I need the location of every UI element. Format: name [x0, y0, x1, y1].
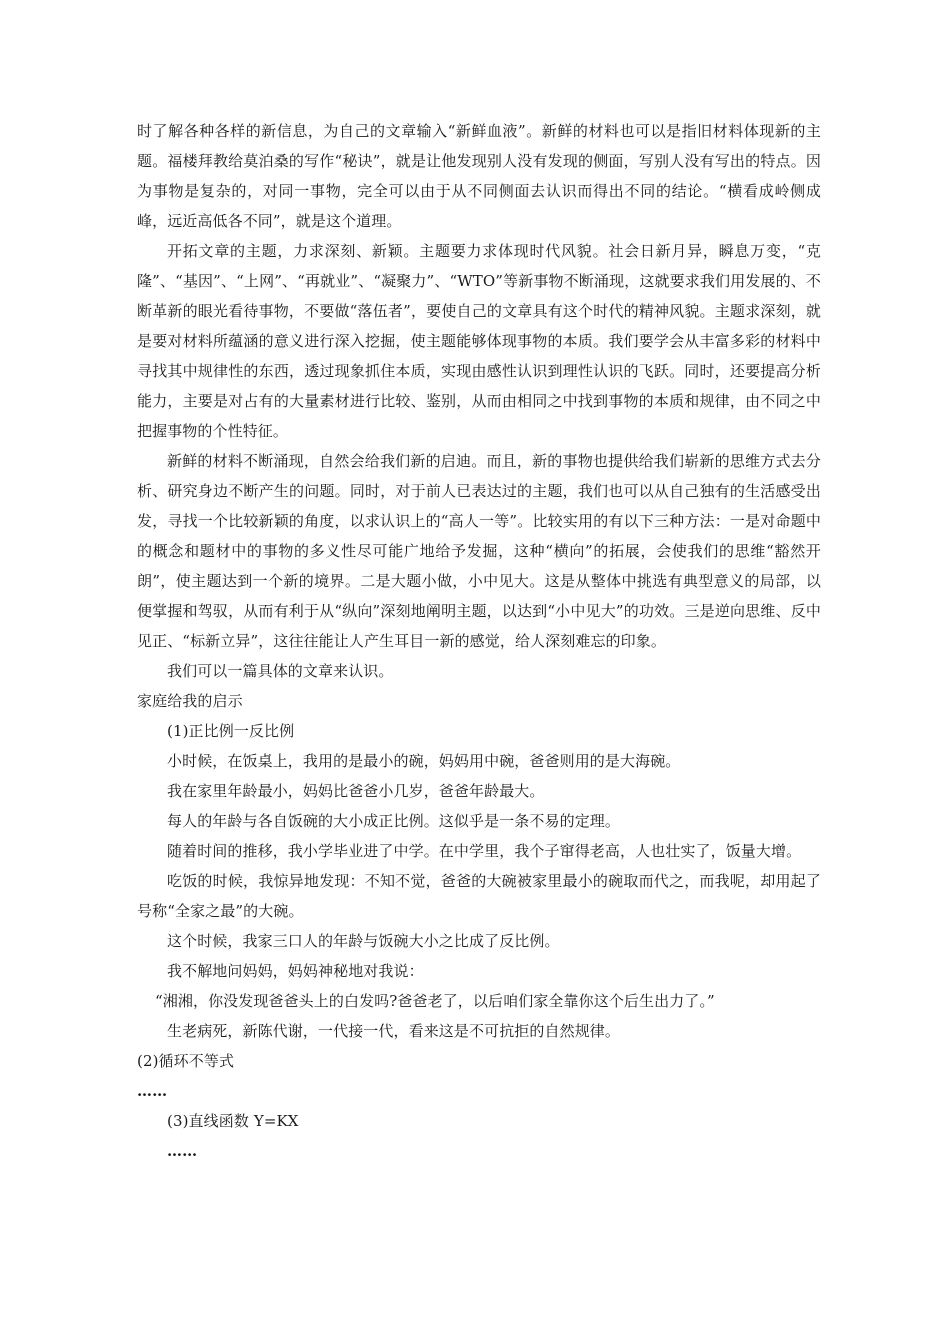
paragraph-new-inspiration: 新鲜的材料不断涌现，自然会给我们新的启迪。而且，新的事物也提供给我们崭新的思维方式去分析、研究身边不断产生的问题。同时，对于前人已表达过的主题，我们也可以从自己独有的生活感受出发，寻找一个比较新颖的角度，以求认识上的“高人一等”。比较实用的有以下三种方法：一是对命题中的概念和题材中的事物的多义性尽可能广地给予发掘，这种“横向”的拓展，会使我们的思维“豁然开朗”，使主题达到一个新的境界。二是大题小做，小中见大。这是从整体中挑选有典型意义的局部，以便掌握和驾驭，从而有利于从“纵向”深刻地阐明主题，以达到“小中见大”的功效。三是逆向思维、反中见正、“标新立异”，这往往能让人产生耳目一新的感觉，给人深刻难忘的印象。: [137, 452, 821, 650]
paragraph-example-intro: 我们可以一篇具体的文章来认识。: [167, 662, 394, 680]
essay-paragraph: 随着时间的推移，我小学毕业进了中学。在中学里，我个子窜得老高，人也壮实了，饭量大增。: [167, 842, 802, 860]
essay-paragraph: 吃饭的时候，我惊异地发现：不知不觉，爸爸的大碗被家里最小的碗取而代之，而我呢，却用起了号称“全家之最”的大碗。: [137, 872, 821, 920]
essay-paragraph: 小时候，在饭桌上，我用的是最小的碗，妈妈用中碗，爸爸则用的是大海碗。: [167, 752, 681, 770]
essay-paragraph: 我不解地问妈妈，妈妈神秘地对我说：: [167, 962, 424, 980]
paragraph-theme-depth: 开拓文章的主题，力求深刻、新颖。主题要力求体现时代风貌。社会日新月异，瞬息万变，“克隆”、“基因”、“上网”、“再就业”、“凝聚力”、“WTO”等新事物不断涌现，这就要求我们用发展的、不断革新的眼光看待事物，不要做“落伍者”，要使自己的文章具有这个时代的精神风貌。主题求深刻，就是要对材料所蕴涵的意义进行深入挖掘，使主题能够体现事物的本质。我们要学会从丰富多彩的材料中寻找其中规律性的东西，透过现象抓住本质，实现由感性认识到理性认识的飞跃。同时，还要提高分析能力，主要是对占有的大量素材进行比较、鉴别，从而由相同之中找到事物的本质和规律，由不同之中把握事物的个性特征。: [137, 242, 821, 440]
section-3-ellipsis: ……: [167, 1142, 198, 1160]
section-1-heading: (1)正比例一反比例: [167, 722, 295, 740]
section-2-heading: (2)循环不等式: [137, 1052, 235, 1070]
essay-title: 家庭给我的启示: [137, 692, 243, 710]
paragraph-new-information: 时了解各种各样的新信息，为自己的文章输入“新鲜血液”。新鲜的材料也可以是指旧材料体现新的主题。福楼拜教给莫泊桑的写作“秘诀”，就是让他发现别人没有发现的侧面，写别人没有写出的特点。因为事物是复杂的，对同一事物，完全可以由于从不同侧面去认识而得出不同的结论。“横看成岭侧成峰，远近高低各不同”，就是这个道理。: [137, 122, 821, 230]
essay-paragraph: 每人的年龄与各自饭碗的大小成正比例。这似乎是一条不易的定理。: [167, 812, 621, 830]
essay-paragraph: 这个时候，我家三口人的年龄与饭碗大小之比成了反比例。: [167, 932, 560, 950]
essay-paragraph: 我在家里年龄最小，妈妈比爸爸小几岁，爸爸年龄最大。: [167, 782, 545, 800]
document-body: [137, 116, 821, 1166]
essay-paragraph: 生老病死，新陈代谢，一代接一代，看来这是不可抗拒的自然规律。: [167, 1022, 621, 1040]
section-3-heading: (3)直线函数 Y=KX: [167, 1112, 299, 1130]
section-2-ellipsis: ……: [137, 1082, 168, 1100]
mother-quote: “湘湘，你没发现爸爸头上的白发吗?爸爸老了，以后咱们家全靠你这个后生出力了。”: [155, 992, 715, 1010]
